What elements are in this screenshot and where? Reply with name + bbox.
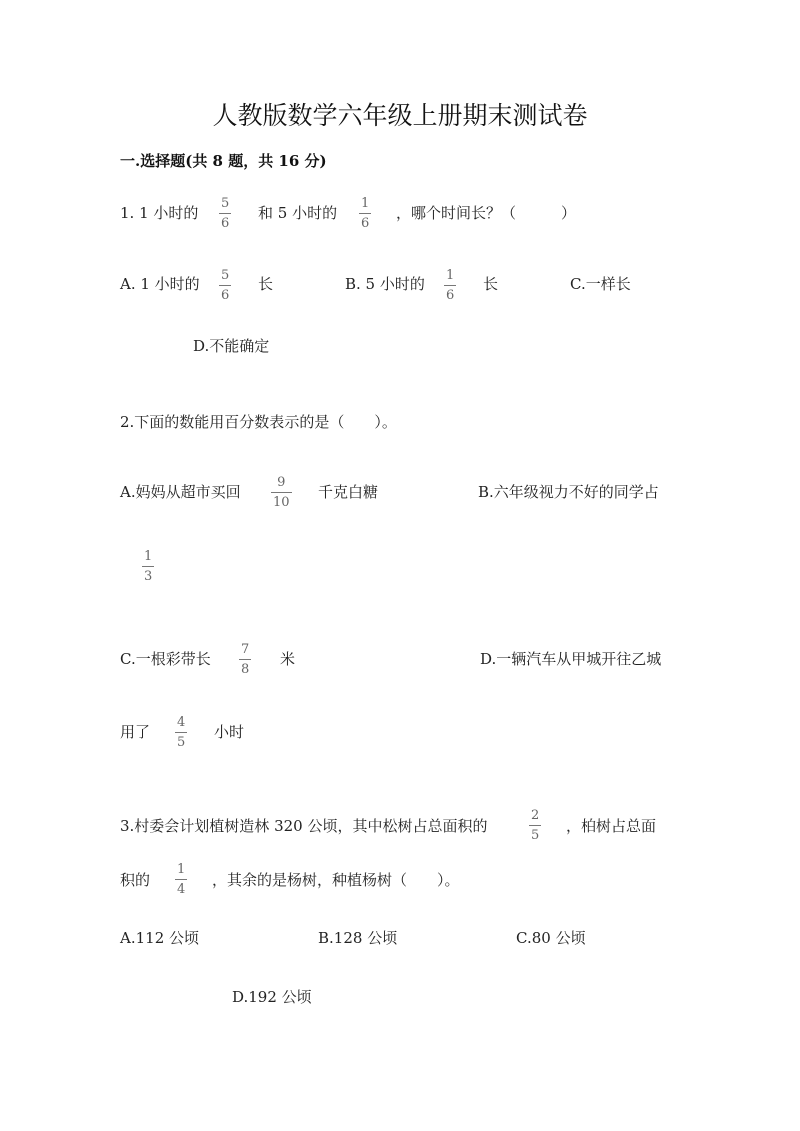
section-heading: 一.选择题(共 8 题，共 16 分) [120,152,327,170]
fraction-bar [239,659,251,660]
q1-option-a-part1[interactable]: A. 1 小时的 [120,275,200,293]
q2-option-d[interactable]: D.一辆汽车从甲城开往乙城 [480,650,662,668]
q1-stem-part1: 1. 1 小时的 [120,204,199,222]
q3-stem-part4: ，其余的是杨树，种植杨树（ ）。 [212,871,460,889]
q2-option-b-fraction [142,549,154,584]
q2-stem: 2.下面的数能用百分数表示的是（ ）。 [120,413,397,431]
fraction-bar [219,285,231,286]
q2-option-a-part1[interactable]: A.妈妈从超市买回 [120,483,241,501]
q1-fraction-2-denominator: 6 [361,216,370,231]
q3-option-d[interactable]: D.192 公顷 [232,988,312,1006]
q1-option-d[interactable]: D.不能确定 [193,337,270,355]
q1-stem-part3: ，哪个时间长？（ ） [396,204,577,222]
q1-option-a-denominator: 6 [221,288,230,303]
fraction-bar [175,879,187,880]
q3-stem-part2: ，柏树占总面 [566,817,657,835]
q2-option-d-numerator: 4 [177,715,186,730]
fraction-bar [359,213,371,214]
q1-option-a-part2: 长 [258,275,274,293]
q3-fraction-1 [529,808,541,843]
q2-option-b-numerator: 1 [144,549,153,564]
q2-option-c-part1[interactable]: C.一根彩带长 [120,650,211,668]
q1-fraction-2-numerator: 1 [361,196,370,211]
q3-stem-part1: 3.村委会计划植树造林 320 公顷，其中松树占总面积的 [120,817,488,835]
fraction-bar [529,825,541,826]
q2-option-d-part3: 小时 [214,723,245,741]
q3-option-a[interactable]: A.112 公顷 [120,929,199,947]
q3-fraction-1-numerator: 2 [531,808,540,823]
q2-option-c-numerator: 7 [241,642,250,657]
q1-fraction-1 [219,196,231,231]
q1-option-b-numerator: 1 [446,268,455,283]
q3-fraction-1-denominator: 5 [531,828,540,843]
q3-stem-part3: 积的 [120,871,151,889]
fraction-bar [219,213,231,214]
fraction-bar [142,566,154,567]
q1-fraction-1-denominator: 6 [221,216,230,231]
q3-fraction-2-numerator: 1 [177,862,186,877]
q2-option-a-numerator: 9 [277,475,286,490]
q2-option-a-fraction [271,475,292,510]
q2-option-b-denominator: 3 [144,569,153,584]
fraction-bar [271,492,292,493]
q1-option-b-part1[interactable]: B. 5 小时的 [345,275,425,293]
q1-option-a-fraction [219,268,231,303]
q2-option-a-denominator: 10 [273,495,290,510]
q1-option-b-denominator: 6 [446,288,455,303]
q2-option-b[interactable]: B.六年级视力不好的同学占 [478,483,659,501]
q1-fraction-1-numerator: 5 [221,196,230,211]
q2-option-c-denominator: 8 [241,662,250,677]
q2-option-c-fraction [239,642,251,677]
q2-option-a-part2: 千克白糖 [318,483,379,501]
q2-option-d-fraction [175,715,187,750]
page-title: 人教版数学六年级上册期末测试卷 [212,101,588,130]
q1-fraction-2 [359,196,371,231]
q1-option-c[interactable]: C.一样长 [570,275,631,293]
q2-option-c-part2: 米 [280,650,296,668]
q1-option-b-part2: 长 [483,275,499,293]
fraction-bar [175,732,187,733]
q2-option-d-denominator: 5 [177,735,186,750]
fraction-bar [444,285,456,286]
q1-stem-part2: 和 5 小时的 [258,204,338,222]
q3-fraction-2 [175,862,187,897]
q3-option-c[interactable]: C.80 公顷 [516,929,586,947]
q3-option-b[interactable]: B.128 公顷 [318,929,398,947]
q2-option-d-part2: 用了 [120,723,151,741]
q1-option-b-fraction [444,268,456,303]
q1-option-a-numerator: 5 [221,268,230,283]
q3-fraction-2-denominator: 4 [177,882,186,897]
